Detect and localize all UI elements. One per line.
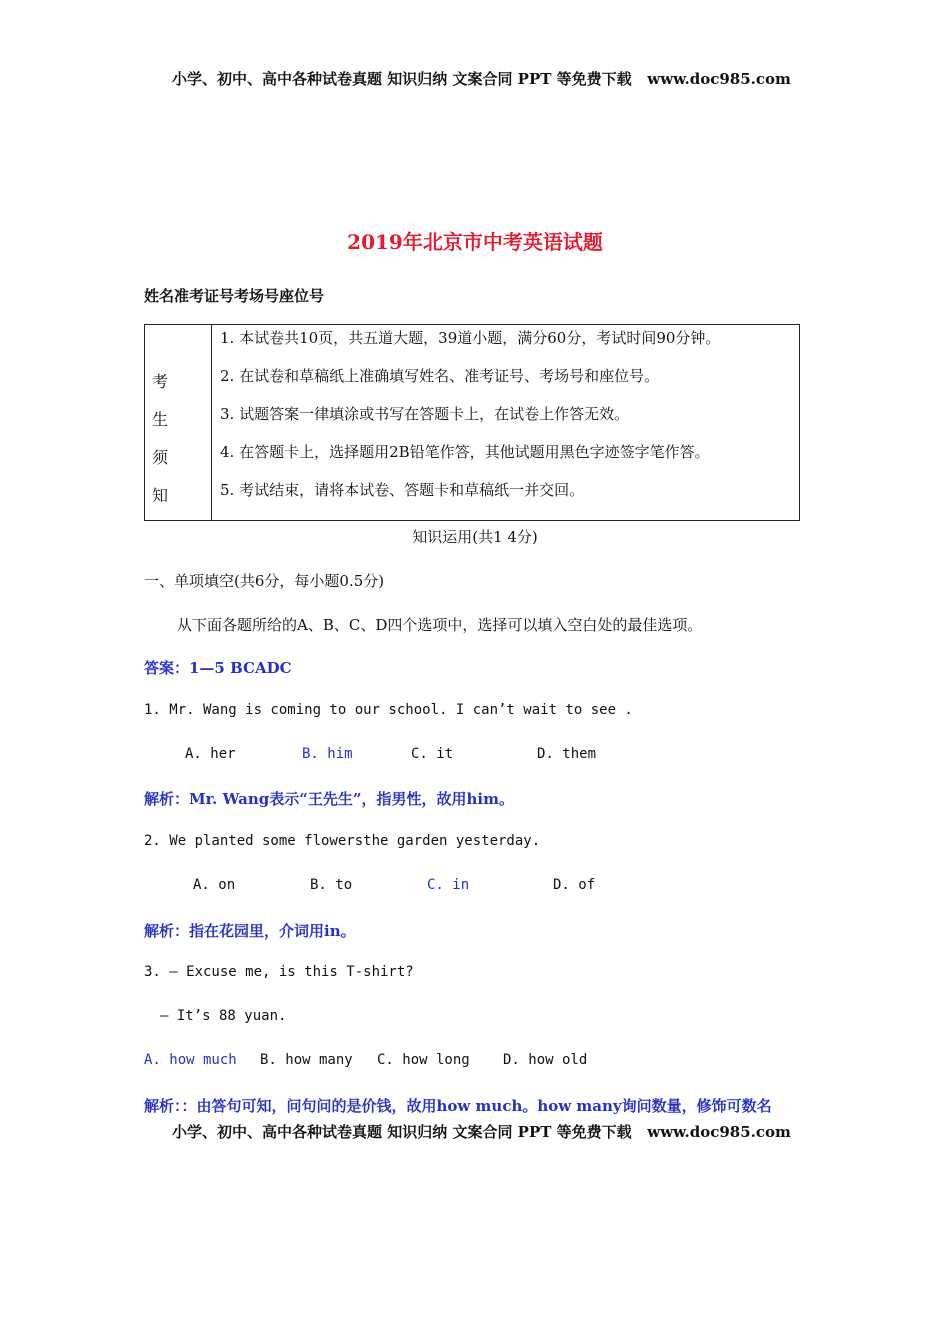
- option-b: B. to: [310, 877, 353, 893]
- notice-rule: 1. 本试卷共10页，共五道大题，39道小题，满分60分，考试时间90分钟。: [220, 329, 721, 347]
- option-b-correct: B. him: [302, 746, 353, 762]
- notice-label-char: 生: [152, 410, 169, 429]
- page-header: [172, 68, 791, 89]
- option-c: C. it: [411, 746, 454, 762]
- notice-label-char: 知: [152, 486, 169, 505]
- question-stem: 1. Mr. Wang is coming to our school. I can’t wait to see .: [144, 702, 633, 718]
- notice-rule: 2. 在试卷和草稿纸上准确填写姓名、准考证号、考场号和座位号。: [220, 367, 660, 385]
- explanation: 解析：指在花园里，介词用in。: [144, 922, 356, 940]
- section-heading: 知识运用(共1 4分): [412, 528, 538, 546]
- exam-title: 2019年北京市中考英语试题: [347, 230, 603, 254]
- option-a: A. on: [193, 877, 236, 893]
- answer-key: 答案：1—5 BCADC: [144, 659, 292, 677]
- notice-label-char: 考: [152, 372, 169, 391]
- option-c-correct: C. in: [427, 877, 470, 893]
- notice-rule: 4. 在答题卡上，选择题用2B铅笔作答，其他试题用黑色字迹签字笔作答。: [220, 443, 710, 461]
- header-text: 小学、初中、高中各种试卷真题 知识归纳 文案合同 PPT 等免费下载: [172, 70, 632, 88]
- option-a-correct: A. how much: [144, 1052, 237, 1068]
- part-instruction: 从下面各题所给的A、B、C、D四个选项中，选择可以填入空白处的最佳选项。: [177, 616, 703, 634]
- option-b: B. how many: [260, 1052, 353, 1068]
- header-url: www.doc985.com: [647, 70, 791, 88]
- question-stem: 2. We planted some flowersthe garden yesterday.: [144, 833, 541, 849]
- notice-rule: 5. 考试结束，请将本试卷、答题卡和草稿纸一并交回。: [220, 481, 585, 499]
- footer-text: 小学、初中、高中各种试卷真题 知识归纳 文案合同 PPT 等免费下载: [172, 1123, 632, 1141]
- option-c: C. how long: [377, 1052, 470, 1068]
- notice-label-char: 须: [152, 448, 169, 467]
- option-a: A. her: [185, 746, 236, 762]
- explanation: 解析：：由答句可知，问句问的是价钱，故用how much。how many询问数量，修饰可数名: [144, 1097, 772, 1115]
- notice-rule: 3. 试题答案一律填涂或书写在答题卡上，在试卷上作答无效。: [220, 405, 630, 423]
- question-reply: — It’s 88 yuan.: [160, 1008, 287, 1024]
- part-title: 一、单项填空(共6分，每小题0.5分): [144, 572, 385, 590]
- question-stem: 3. — Excuse me, is this T-shirt?: [144, 964, 414, 980]
- footer-url: www.doc985.com: [647, 1123, 791, 1141]
- student-info-line: 姓名准考证号考场号座位号: [144, 287, 325, 305]
- option-d: D. them: [537, 746, 597, 762]
- option-d: D. of: [553, 877, 596, 893]
- explanation: 解析：Mr. Wang表示“王先生”，指男性，故用him。: [144, 790, 514, 808]
- page-footer: [172, 1121, 791, 1142]
- option-d: D. how old: [503, 1052, 588, 1068]
